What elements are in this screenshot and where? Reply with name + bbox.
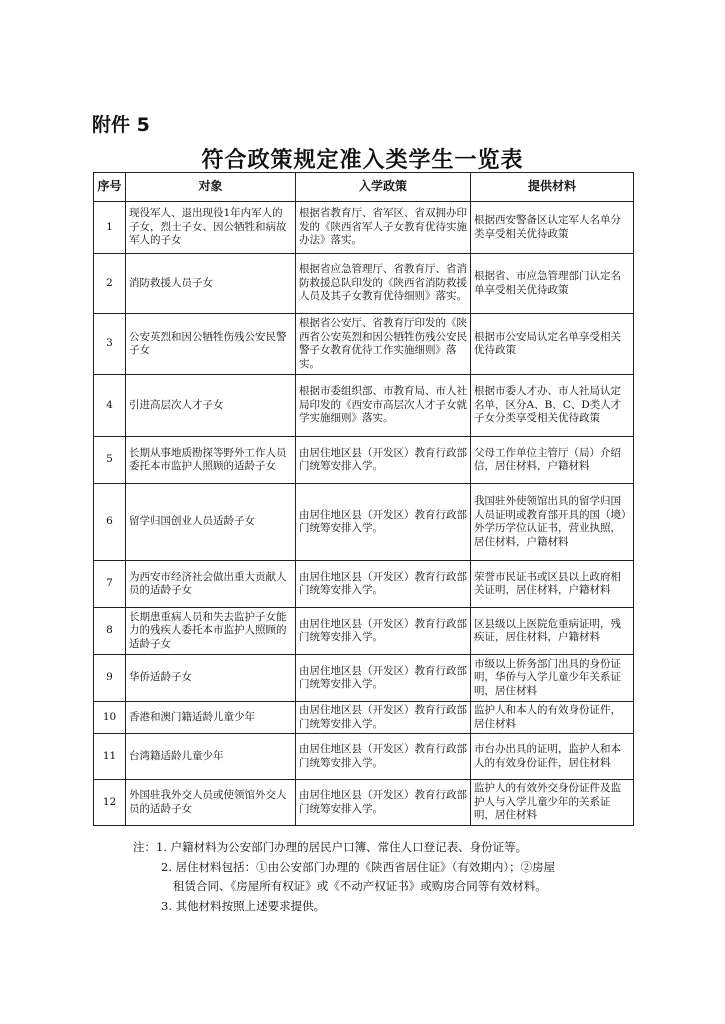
row-materials: 区县级以上医院危重病证明，残疾证，居住材料，户籍材料 bbox=[471, 608, 634, 655]
policy-table bbox=[93, 172, 634, 826]
row-target: 外国驻我外交人员或使领馆外交人员的适龄子女 bbox=[126, 780, 296, 826]
row-materials: 荣誉市民证书或区县以上政府相关证明，居住材料，户籍材料 bbox=[471, 561, 634, 608]
row-no: 3 bbox=[94, 314, 126, 375]
row-policy: 根据省应急管理厅、省教育厅、省消防救援总队印发的《陕西省消防救援人员及其子女教育优待细则》落实。 bbox=[296, 254, 471, 314]
table-row bbox=[94, 561, 634, 608]
table-header-row bbox=[94, 173, 634, 202]
row-materials: 我国驻外使领馆出具的留学归国人员证明或教育部开具的国（境）外学历学位认证书，营业执照，居住材料，户籍材料 bbox=[471, 484, 634, 561]
table-row bbox=[94, 484, 634, 561]
row-target: 长期患重病人员和失去监护子女能力的残疾人委托本市监护人照顾的适龄子女 bbox=[126, 608, 296, 655]
table-row bbox=[94, 655, 634, 702]
row-materials: 根据市公安局认定名单享受相关优待政策 bbox=[471, 314, 634, 375]
table-row bbox=[94, 202, 634, 254]
row-materials: 市台办出具的证明，监护人和本人的有效身份证件，居住材料 bbox=[471, 734, 634, 780]
row-materials: 根据市委人才办、市人社局认定名单，区分A、B、C、D类人才子女分类享受相关优待政策 bbox=[471, 375, 634, 437]
row-no: 5 bbox=[94, 437, 126, 484]
row-policy: 由居住地区县（开发区）教育行政部门统筹安排入学。 bbox=[296, 702, 471, 734]
row-target: 长期从事地质勘探等野外工作人员委托本市监护人照顾的适龄子女 bbox=[126, 437, 296, 484]
table-row bbox=[94, 734, 634, 780]
header-no: 序号 bbox=[94, 173, 126, 202]
row-target: 华侨适龄子女 bbox=[126, 655, 296, 702]
header-target: 对象 bbox=[126, 173, 296, 202]
header-materials: 提供材料 bbox=[471, 173, 634, 202]
row-policy: 由居住地区县（开发区）教育行政部门统筹安排入学。 bbox=[296, 437, 471, 484]
row-no: 10 bbox=[94, 702, 126, 734]
row-no: 6 bbox=[94, 484, 126, 561]
row-policy: 根据省教育厅、省军区、省双拥办印发的《陕西省军人子女教育优待实施办法》落实。 bbox=[296, 202, 471, 254]
row-target: 为西安市经济社会做出重大贡献人员的适龄子女 bbox=[126, 561, 296, 608]
row-target: 引进高层次人才子女 bbox=[126, 375, 296, 437]
row-no: 4 bbox=[94, 375, 126, 437]
row-target: 香港和澳门籍适龄儿童少年 bbox=[126, 702, 296, 734]
row-no: 8 bbox=[94, 608, 126, 655]
page-title: 符合政策规定准入类学生一览表 bbox=[201, 147, 524, 173]
row-target: 现役军人、退出现役1年内军人的子女，烈士子女、因公牺牲和病故军人的子女 bbox=[126, 202, 296, 254]
table-row bbox=[94, 702, 634, 734]
row-policy: 根据省公安厅、省教育厅印发的《陕西省公安英烈和因公牺牲伤残公安民警子女教育优待工作实施细则》落实。 bbox=[296, 314, 471, 375]
row-policy: 根据市委组织部、市教育局、市人社局印发的《西安市高层次人才子女就学实施细则》落实。 bbox=[296, 375, 471, 437]
row-target: 公安英烈和因公牺牲伤残公安民警子女 bbox=[126, 314, 296, 375]
table-row bbox=[94, 314, 634, 375]
row-policy: 由居住地区县（开发区）教育行政部门统筹安排入学。 bbox=[296, 608, 471, 655]
table-row bbox=[94, 780, 634, 826]
row-materials: 根据省、市应急管理部门认定名单享受相关优待政策 bbox=[471, 254, 634, 314]
header-policy: 入学政策 bbox=[296, 173, 471, 202]
row-materials: 监护人和本人的有效身份证件，居住材料 bbox=[471, 702, 634, 734]
table-row bbox=[94, 375, 634, 437]
note-3: 3. 其他材料按照上述要求提供。 bbox=[161, 898, 326, 913]
row-target: 消防救援人员子女 bbox=[126, 254, 296, 314]
row-no: 7 bbox=[94, 561, 126, 608]
table-row bbox=[94, 608, 634, 655]
row-target: 台湾籍适龄儿童少年 bbox=[126, 734, 296, 780]
row-materials: 市级以上侨务部门出具的身份证明，华侨与入学儿童少年关系证明，居住材料 bbox=[471, 655, 634, 702]
row-no: 12 bbox=[94, 780, 126, 826]
note-1: 注：1. 户籍材料为公安部门办理的居民户口簿、常住人口登记表、身份证等。 bbox=[133, 840, 528, 854]
row-policy: 由居住地区县（开发区）教育行政部门统筹安排入学。 bbox=[296, 561, 471, 608]
table-row bbox=[94, 254, 634, 314]
row-target: 留学归国创业人员适龄子女 bbox=[126, 484, 296, 561]
row-no: 2 bbox=[94, 254, 126, 314]
row-policy: 由居住地区县（开发区）教育行政部门统筹安排入学。 bbox=[296, 734, 471, 780]
notes-section bbox=[133, 838, 633, 916]
row-materials: 根据西安警备区认定军人名单分类享受相关优待政策 bbox=[471, 202, 634, 254]
row-no: 1 bbox=[94, 202, 126, 254]
note-2-continued: 租赁合同、《房屋所有权证》或《不动产权证书》或购房合同等有效材料。 bbox=[173, 879, 547, 893]
row-policy: 由居住地区县（开发区）教育行政部门统筹安排入学。 bbox=[296, 484, 471, 561]
attachment-label: 附件 5 bbox=[92, 114, 150, 136]
row-no: 9 bbox=[94, 655, 126, 702]
note-2: 2. 居住材料包括：①由公安部门办理的《陕西省居住证》（有效期内）；②房屋 bbox=[161, 859, 556, 874]
row-policy: 由居住地区县（开发区）教育行政部门统筹安排入学。 bbox=[296, 655, 471, 702]
row-no: 11 bbox=[94, 734, 126, 780]
row-policy: 由居住地区县（开发区）教育行政部门统筹安排入学。 bbox=[296, 780, 471, 826]
table-row bbox=[94, 437, 634, 484]
row-materials: 父母工作单位主管厅（局）介绍信，居住材料，户籍材料 bbox=[471, 437, 634, 484]
row-materials: 监护人的有效外交身份证件及监护人与入学儿童少年的关系证明，居住材料 bbox=[471, 780, 634, 826]
